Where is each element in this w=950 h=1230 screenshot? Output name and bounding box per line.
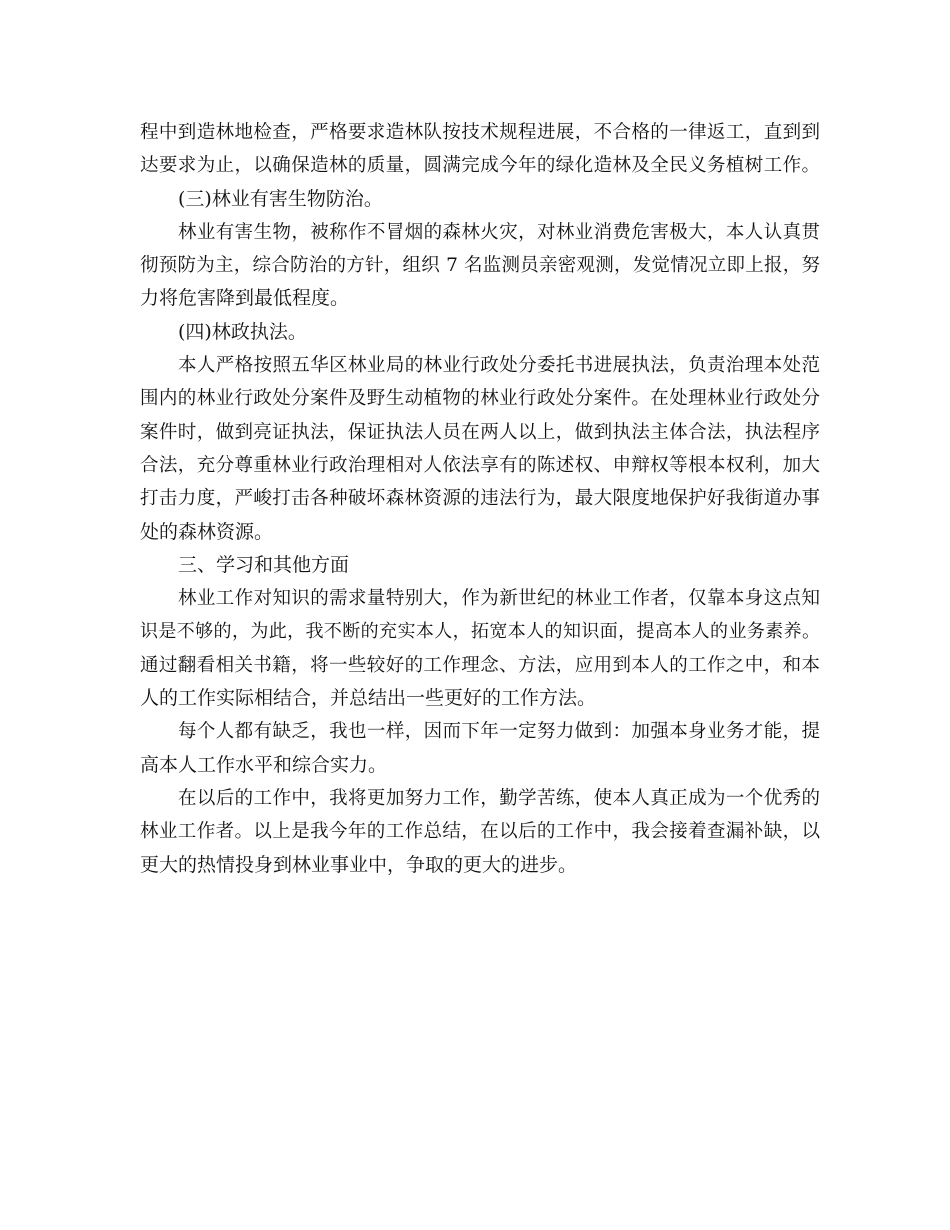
section-heading: (四)林政执法。 [178, 320, 307, 343]
text-line: 打击力度，严峻打击各种破坏森林资源的违法行为，最大限度地保护好我街道办事 [140, 488, 820, 510]
document-body [140, 116, 820, 882]
text-line: 更大的热情投身到林业事业中，争取的更大的进步。 [140, 853, 578, 876]
text-line: 程中到造林地检查，严格要求造林队按技术规程进展，不合格的一律返工，直到到 [140, 122, 820, 143]
text-line: 在以后的工作中，我将更加努力工作，勤学苦练，使本人真正成为一个优秀的 [178, 787, 820, 809]
text-line: 林业工作对知识的需求量特别大，作为新世纪的林业工作者，仅靠本身这点知 [178, 588, 820, 610]
text-line: 通过翻看相关书籍，将一些较好的工作理念、方法，应用到本人的工作之中，和本 [140, 654, 820, 676]
text-line: 案件时，做到亮证执法，保证执法人员在两人以上，做到执法主体合法，执法程序 [140, 421, 820, 443]
section-heading: 三、学习和其他方面 [178, 553, 350, 576]
text-line: 人的工作实际相结合，并总结出一些更好的工作方法。 [140, 687, 597, 710]
text-line: 识是不够的，为此，我不断的充实本人，拓宽本人的知识面，提高本人的业务素养。 [140, 621, 820, 643]
text-line: 合法，充分尊重林业行政治理相对人依法享有的陈述权、申辩权等根本权利，加大 [140, 454, 820, 476]
text-line: 高本人工作水平和综合实力。 [140, 753, 388, 776]
text-line: 本人严格按照五华区林业局的林业行政处分委托书进展执法，负责治理本处范 [178, 355, 820, 377]
section-heading: (三)林业有害生物防治。 [178, 187, 383, 210]
text-line: 林业有害生物，被称作不冒烟的森林火灾，对林业消费危害极大，本人认真贯 [178, 221, 820, 243]
text-line: 围内的林业行政处分案件及野生动植物的林业行政处分案件。在处理林业行政处分 [140, 388, 820, 410]
text-line: 达要求为止，以确保造林的质量，圆满完成今年的绿化造林及全民义务植树工作。 [140, 155, 820, 177]
text-line: 处的森林资源。 [140, 520, 274, 543]
text-line: 林业工作者。以上是我今年的工作总结，在以后的工作中，我会接着查漏补缺，以 [140, 821, 820, 843]
text-line: 每个人都有缺乏，我也一样，因而下年一定努力做到：加强本身业务才能，提 [178, 721, 820, 743]
text-line: 彻预防为主，综合防治的方针，组织 7 名监测员亲密观测，发觉情况立即上报，努 [140, 255, 820, 277]
text-line: 力将危害降到最低程度。 [140, 287, 350, 310]
